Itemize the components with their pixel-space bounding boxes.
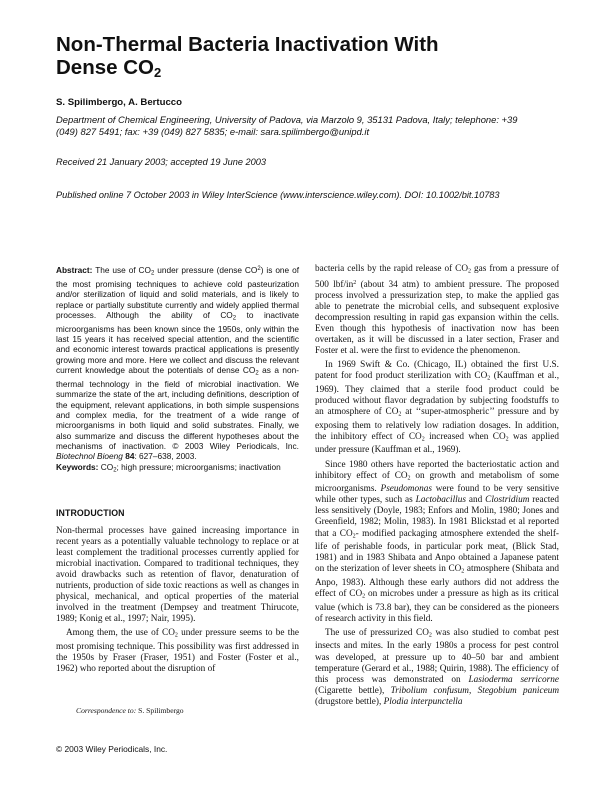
paragraph: Since 1980 others have reported the bacteriostatic action and inhibitory effect of CO2 on growth and metabolism of some microorganisms. Pseudomonas were found to be very sensitive while other types, such as Lactobacillus and Clostridium reacted less sensitively (Doyle, 1983; Enfors and Molin, 1980; Jones and Greenfield, 1982; Molin, 1983). In 1981 Blickstad et al reported that a CO2- modified packaging atmosphere extended the shelf-life of perishable foods, in particular pork meat, (Blick Stad, 1981) and in 1983 Shibata and Anpo obtained a Japanese patent on the sterization of lever sheets in CO2 atmosphere (Shibata and Anpo, 1983). Although these early authors did not address the effect of CO2 on microbes under a pressure as high as its critical value (which is 73.8 bar), they can be considered as the pioneers of research activity in this field. [315,459,560,624]
introduction-text [56,526,299,676]
right-column-text [315,264,559,708]
correspondence-footnote: Correspondence to: S. Spilimbergo [76,706,184,715]
keywords: Keywords: CO2; high pressure; microorganisms; inactivation [56,461,281,474]
paper-title [56,33,476,84]
paragraph: The use of pressurized CO2 was also studied to combat pest insects and mites. In the early 1980s a process for pest control was developed, at pressure up to 40–50 bar and ambient temperature (Gerard et al., 1988; Quirin, 1988). The efficiency of this process was demonstrated on Lasioderma serricorne (Cigarette bettle), Tribolium confusum, Stegobium paniceum (drugstore bettle), Plodia interpunctella [315,627,560,707]
abstract: Abstract: The use of CO2 under pressure (dense $CO^2$) is one of the most promising techniques to achieve cold pasteurization and/or sterilization of liquid and solid materials, and is likely to replace or partially substitute currently and widely applied thermal processes. Although the ability of CO2 to inactivate microorganisms has been known since the 1950s, only within the last 15 years it has received special attention, and the scientific and economic interest towards practical applications is presently growing more and more. Here we collect and discuss the relevant current knowledge about the potentials of dense CO2 as a non-thermal technology in the field of microbial inactivation. We summarize the state of the art, including definitions, description of the equipment, relevant applications, in both simple suspensions and complex media, for the treatment of a wide range of microorganisms in both liquid and solid substrates. Finally, we also summarize and discuss the different hypotheses about the mechanisms of inactivation. © 2003 Wiley Periodicals, Inc. Biotechnol Bioeng 84: 627–638, 2003. [56,265,300,462]
paragraph: Non-thermal processes have gained increasing importance in recent years as a potentially valuable technology to replace or at least complement the traditional processes currently applied for microbial inactivation. Compared to traditional techniques, they avoid drawbacks such as retention of flavor, denaturation of nutrients, production of side toxic reactions as well as changes in physical, mechanical, and optical properties of the material involved in the treatment (Dempsey and treatment Thirucote, 1989; Konig et al., 1997; Nair, 1995). [56,525,299,625]
journal-name: Biotechnol Bioeng [56,451,123,462]
paragraph: In 1969 Swift & Co. (Chicago, IL) obtained the first U.S. patent for food product sterilization with CO2 (Kauffman et al., 1969). They claimed that a sterile food product could be produced without flavor degradation by subjecting foodstuffs to an atmosphere of CO2 at ‘‘super-atmospheric’’ pressure and by exposing them to relatively low radiation dosages. In addition, the inhibitory effect of CO2 increased when CO2 was applied under pressure (Kauffman et al., 1969). [315,360,560,456]
keywords-label: Keywords: [56,461,99,472]
abstract-label: Abstract: [56,265,93,275]
paragraph: Among them, the use of CO2 under pressure seems to be the most promising technique. This possibility was first addressed in the 1950s by Fraser (Fraser, 1951) and Foster (Foster et al., 1962) who reported about the disruption of [56,628,300,675]
title-line-2: Dense $CO_2$ [56,56,162,80]
left-column [56,264,299,675]
affiliation: Department of Chemical Engineering, University of Padova, via Marzolo 9, 35131 Padova, Italy; telephone: +39 (049) 827 5491; fax: +39 (049) 827 5835; e-mail: sara.spilimbergo@unipd.it [56,114,518,137]
journal-volume: 84 [125,451,135,462]
copyright: © 2003 Wiley Periodicals, Inc. [56,744,168,754]
right-column [315,264,559,708]
title-line-1: Non-Thermal Bacteria Inactivation With [56,33,439,56]
paragraph: bacteria cells by the rapid release of CO2 gas from a pressure of 500 lbf/$in^2$ (about 34 atm) to ambient pressure. The proposed process involved a pressurization step, to make the applied gas able to penetrate the microbial cells, and subsequent explosive decompression resulting in rapid gas expansion within the cells. Even though this hypothesis of inactivation now has been overtaken, as it will be discussed in a later section, Fraser and Foster et al. were the first to evidence the phenomenon. [315,264,559,357]
section-heading-introduction: INTRODUCTION [56,507,125,518]
authors: S. Spilimbergo, A. Bertucco [56,97,182,108]
published-line: Published online 7 October 2003 in Wiley InterScience (www.interscience.wiley.com). DOI: 10.1002/bit.10783 [56,190,500,200]
received-date: Received 21 January 2003; accepted 19 June 2003 [56,157,266,167]
